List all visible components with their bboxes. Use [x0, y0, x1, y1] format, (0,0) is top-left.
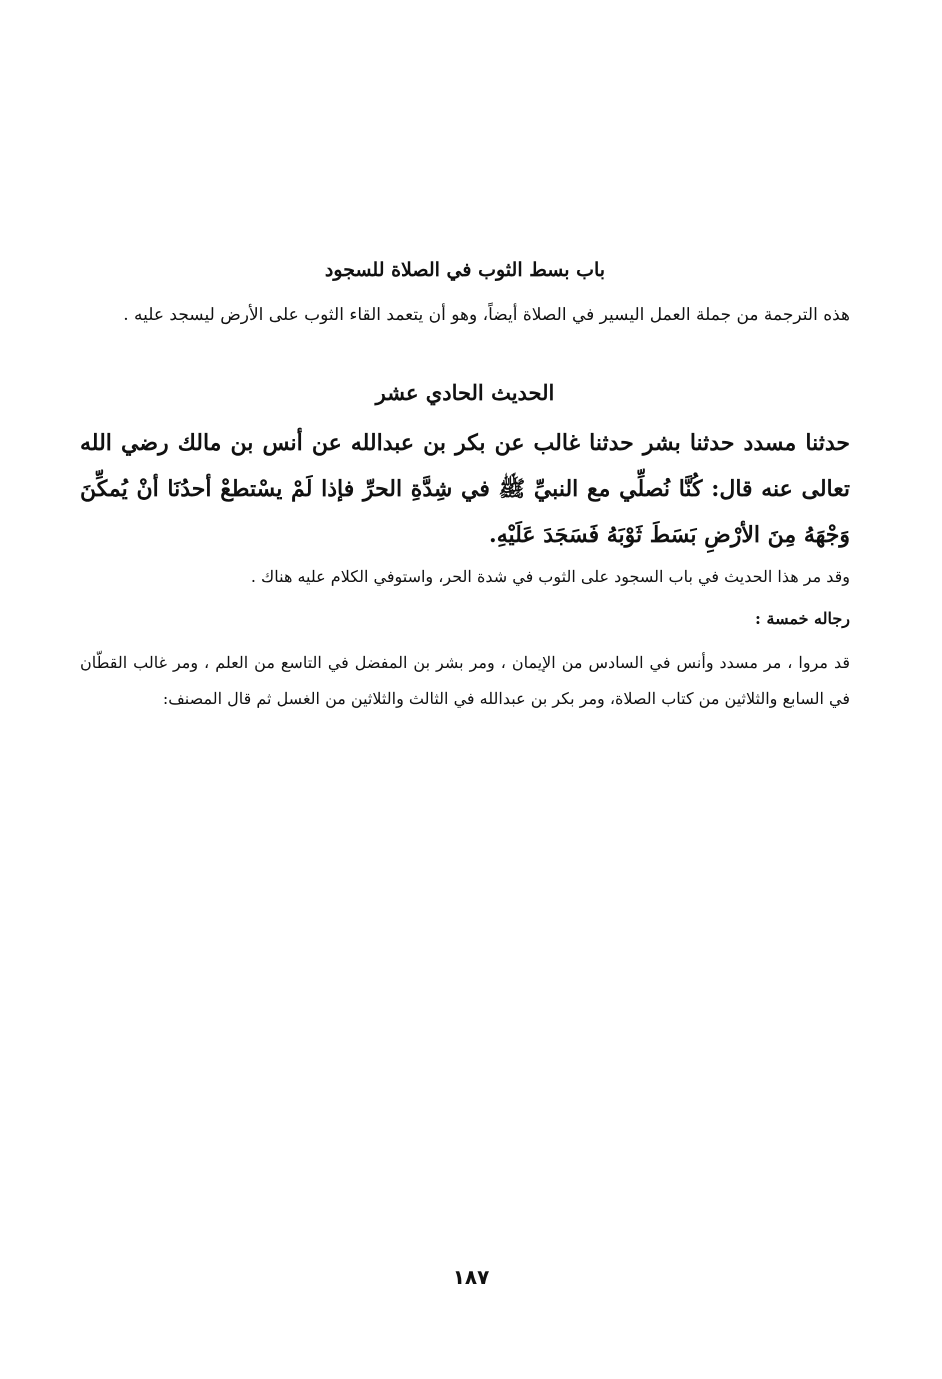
narrators-heading: رجاله خمسة : [755, 609, 850, 628]
previous-note-paragraph: وقد مر هذا الحديث في باب السجود على الثوب في شدة الحر، واستوفي الكلام عليه هناك . [250, 567, 850, 586]
hadith-text: حدثنا مسدد حدثنا بشر حدثنا غالب عن بكر بن عبدالله عن أنس بن مالك رضي الله تعالى عنه قال: كُنَّا نُصلِّي مع النبيِّ ﷺ في شِدَّةِ الحرِّ فإذا لَمْ يسْتطعْ أحدُنَا أنْ يُمكِّنَ وَجْهَهُ مِنَ الأرْضِ بَسَطَ ثَوْبَهُ فَسَجَدَ عَلَيْهِ. [80, 430, 850, 548]
page-number: ١٨٧ [452, 1265, 490, 1289]
intro-paragraph: هذه الترجمة من جملة العمل اليسير في الصلاة أيضاً، وهو أن يتعمد القاء الثوب على الأرض ليسجد عليه . [123, 305, 850, 325]
hadith-heading: الحديث الحادي عشر [375, 380, 555, 405]
chapter-title: باب بسط الثوب في الصلاة للسجود [324, 259, 606, 281]
narrators-paragraph: قد مروا ، مر مسدد وأنس في السادس من الإيمان ، ومر بشر بن المفضل في التاسع من العلم ، ومر غالب القطّان في السابع والثلاثين من كتاب الصلاة، ومر بكر بن عبدالله في الثالث والثلاثين من الغسل ثم قال المصنف: [80, 653, 850, 708]
